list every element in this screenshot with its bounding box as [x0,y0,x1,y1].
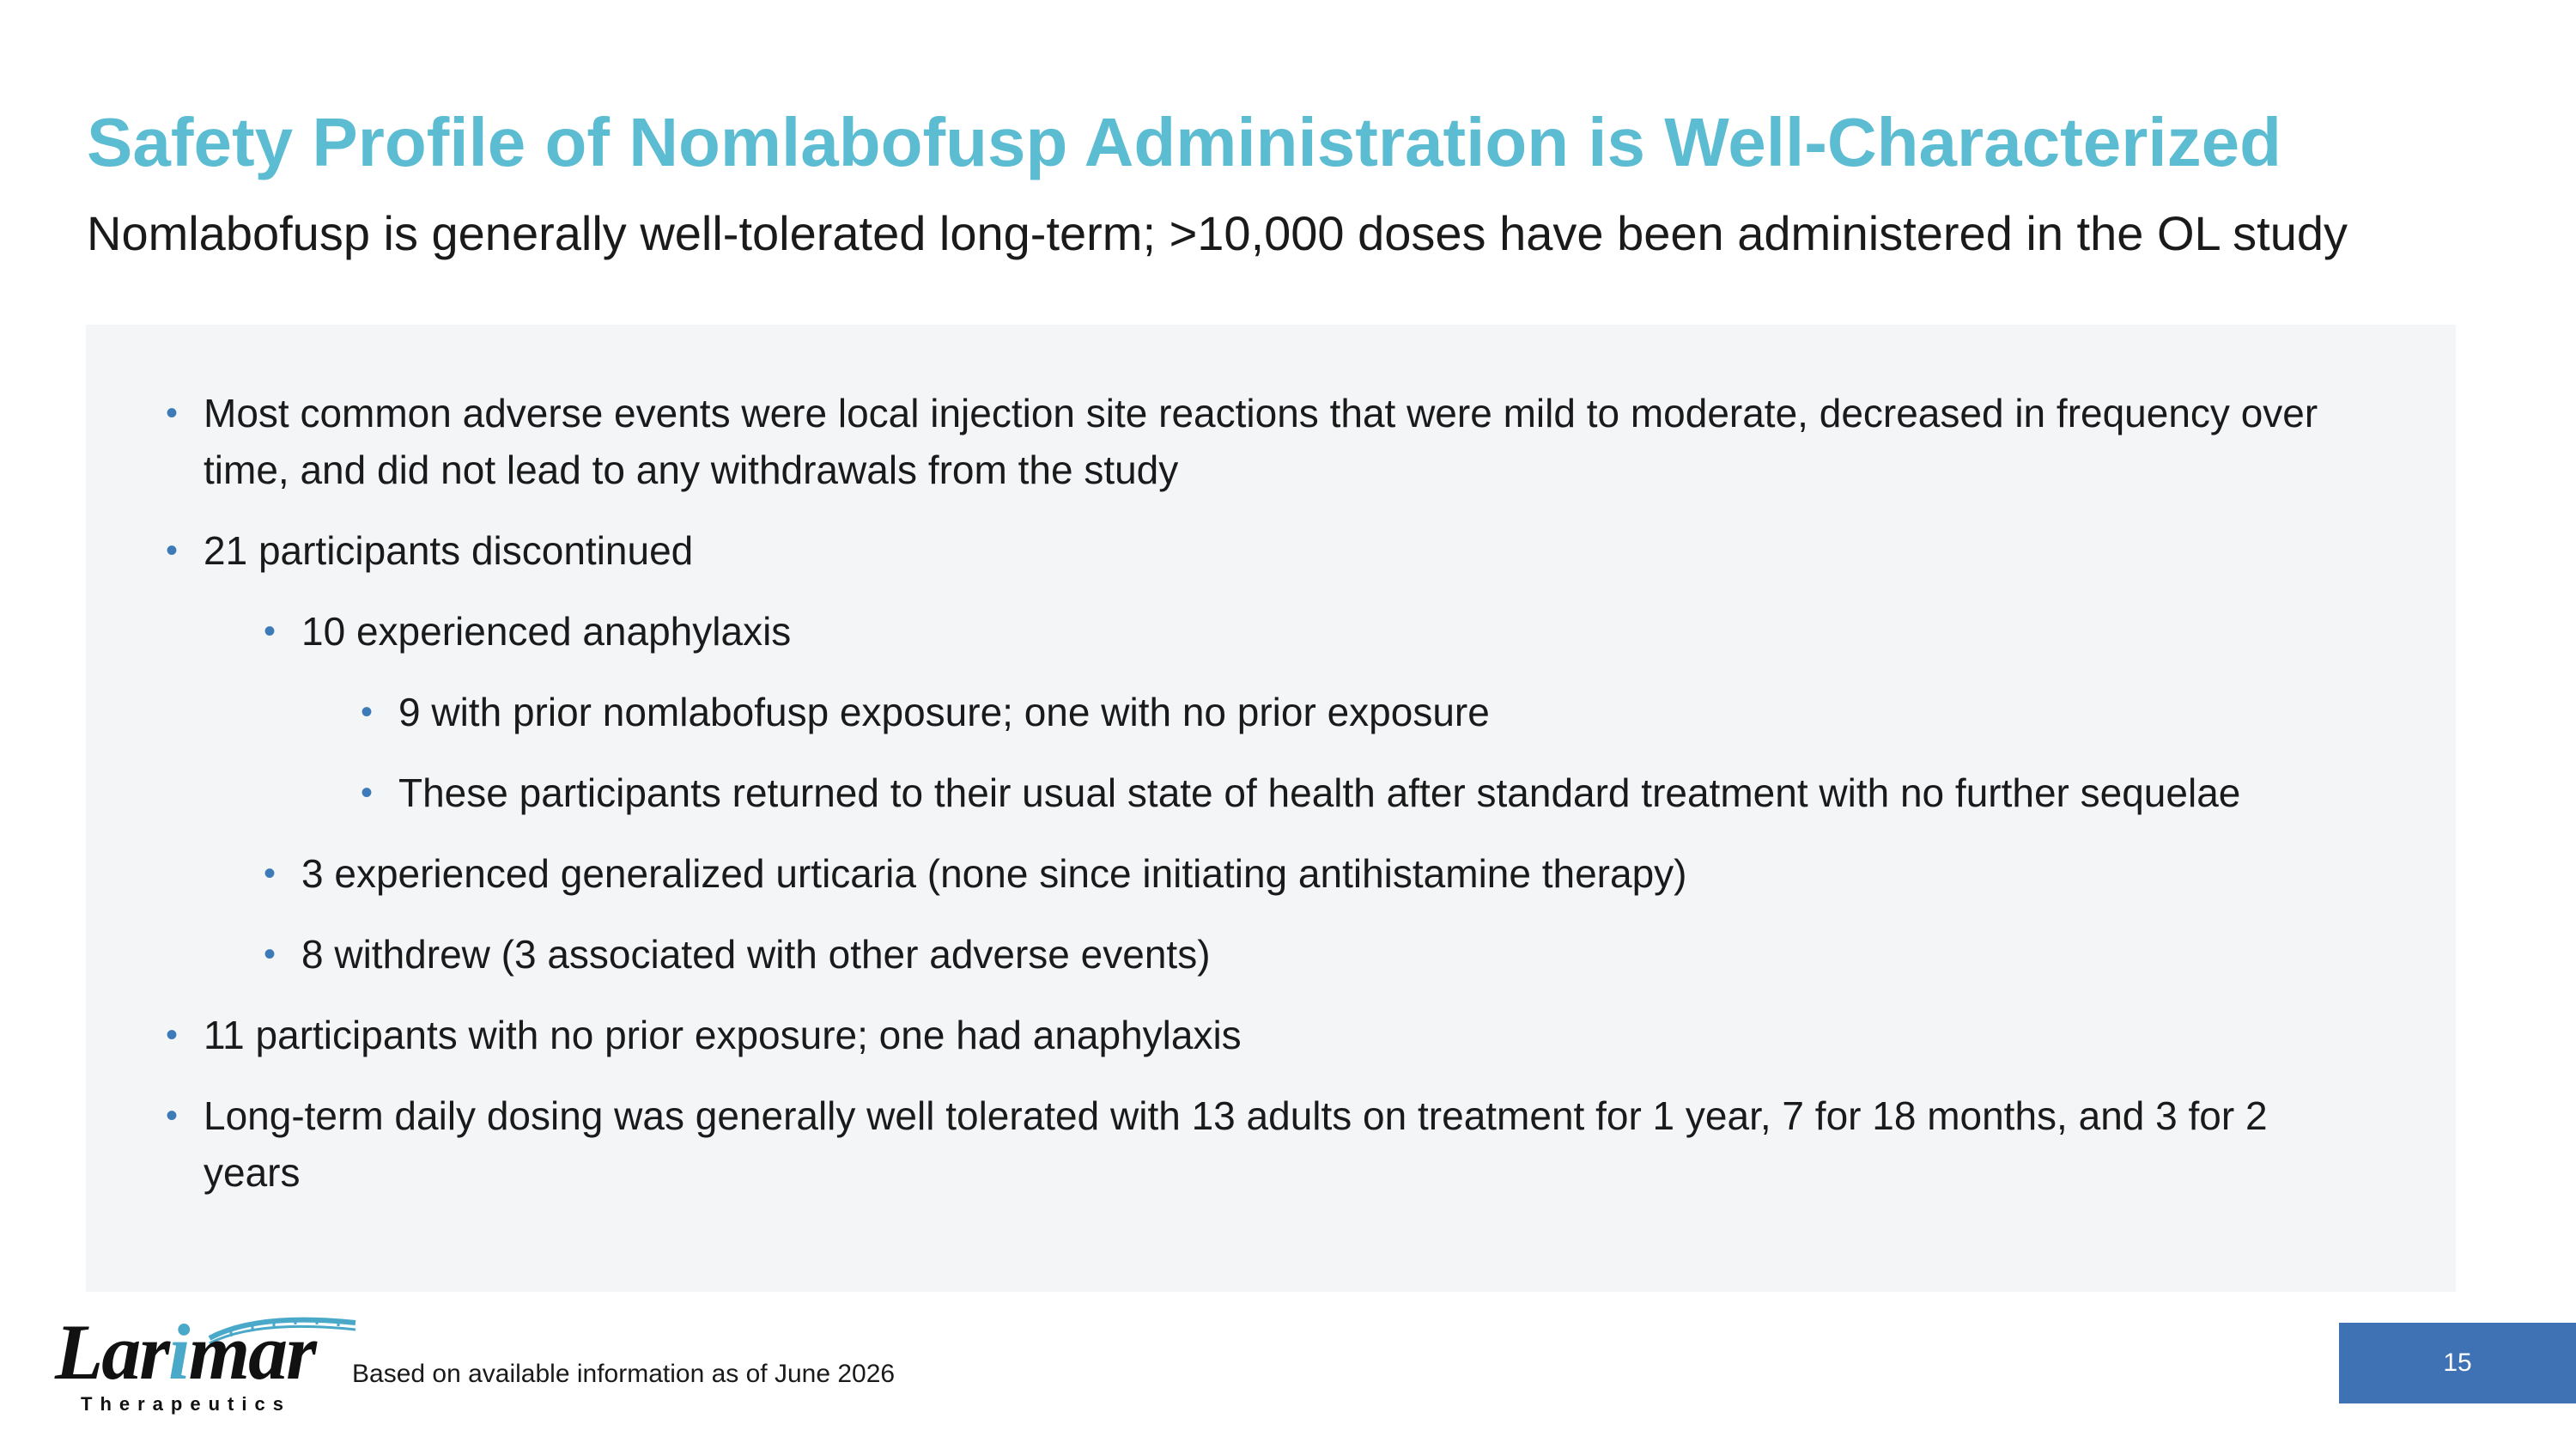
bullet-dot-icon: • [361,693,374,731]
bullet-dot-icon: • [166,1016,179,1054]
bullet-text: Long-term daily dosing was generally well tolerated with 13 adults on treatment for 1 year, 7 for 18 months, and 3 for 2 years [204,1093,2268,1195]
bullet-text: 9 with prior nomlabofusp exposure; one with no prior exposure [398,690,1490,734]
page-number: 15 [2443,1349,2472,1377]
bullet-list [86,385,2456,1225]
bullet-item [86,522,2456,579]
bullet-text: 8 withdrew (3 associated with other adverse events) [301,932,1211,977]
logo-wordmark: Larimar [55,1308,315,1396]
bullet-dot-icon: • [166,1097,179,1135]
logo-subtitle: Therapeutics [81,1393,291,1415]
page-number-badge [2339,1323,2576,1403]
content-panel [86,325,2456,1292]
footnote: Based on available information as of June 2026 [352,1360,896,1388]
bullet-dot-icon: • [166,394,179,432]
bullet-text: 10 experienced anaphylaxis [301,609,792,654]
bullet-item [86,1087,2456,1201]
bullet-text: 3 experienced generalized urticaria (none since initiating antihistamine therapy) [301,851,1687,896]
bullet-item [86,385,2456,498]
company-logo [55,1308,315,1416]
bullet-item [86,1007,2456,1063]
bullet-dot-icon: • [264,612,276,650]
bullet-text: 11 participants with no prior exposure; one had anaphylaxis [204,1013,1242,1057]
bullet-item [86,926,2456,983]
bullet-dot-icon: • [166,532,179,569]
bullet-item [86,684,2456,740]
bullet-dot-icon: • [264,855,276,892]
slide-title: Safety Profile of Nomlabofusp Administration is Well-Characterized [87,104,2281,180]
bullet-item [86,845,2456,902]
bullet-text: Most common adverse events were local injection site reactions that were mild to moderate, decreased in frequency over time, and did not lead to any withdrawals from the study [204,391,2318,492]
bullet-item [86,764,2456,821]
bullet-text: These participants returned to their usual state of health after standard treatment with no further sequelae [398,770,2241,815]
bullet-item [86,603,2456,660]
bullet-text: 21 participants discontinued [204,528,694,573]
bullet-dot-icon: • [264,935,276,973]
slide-subtitle: Nomlabofusp is generally well-tolerated long-term; >10,000 doses have been administered in the OL study [87,206,2348,260]
bullet-dot-icon: • [361,774,374,812]
